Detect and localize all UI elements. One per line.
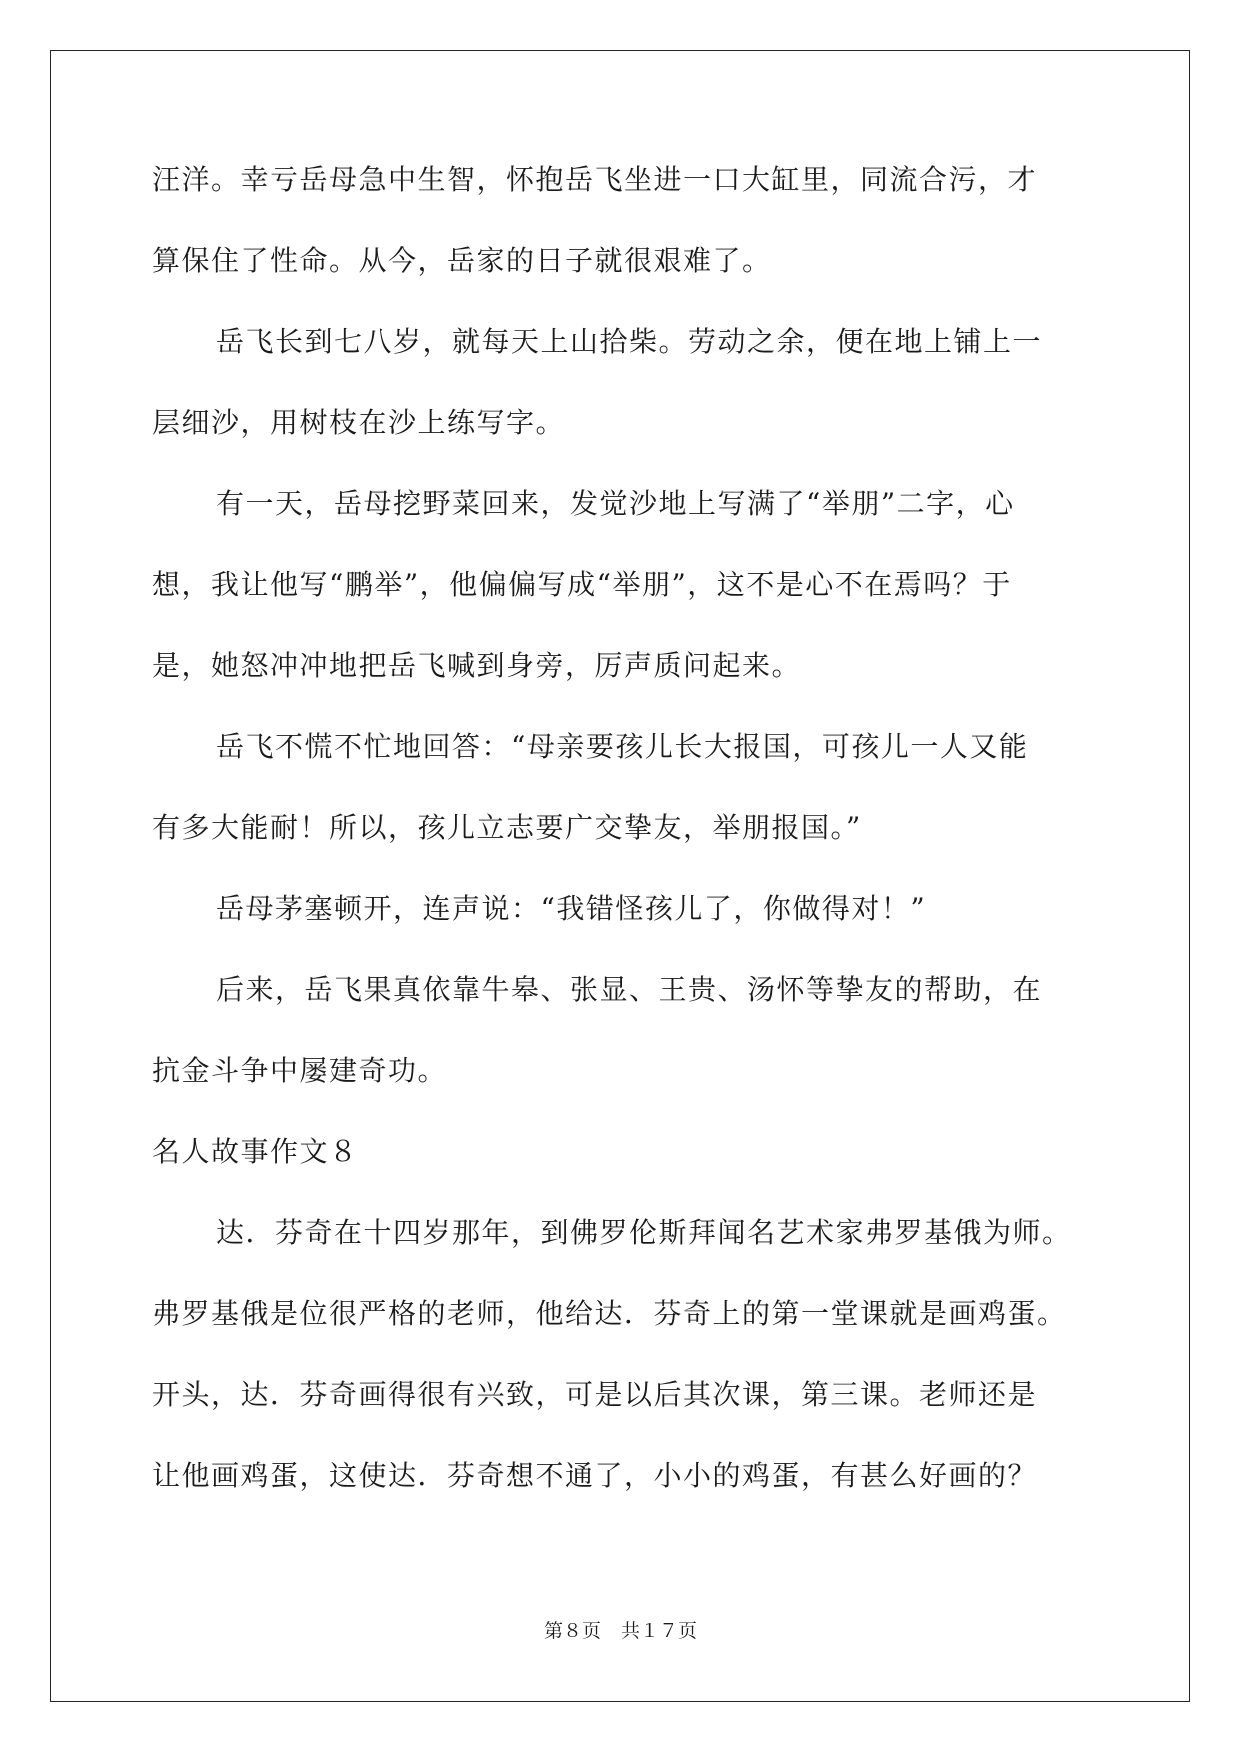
- paragraph-line: 岳飞长到七八岁，就每天上山拾柴。劳动之余，便在地上铺上一: [216, 325, 1043, 358]
- paragraph-line: 有多大能耐！所以，孩儿立志要广交挚友，举朋报国。”: [152, 811, 862, 844]
- paragraph-line: 汪洋。幸亏岳母急中生智，怀抱岳飞坐进一口大缸里，同流合污，才: [152, 163, 1038, 196]
- paragraph-line: 算保住了性命。从今，岳家的日子就很艰难了。: [152, 244, 772, 277]
- page-number: 第８页: [543, 1620, 601, 1642]
- paragraph-line: 岳母茅塞顿开，连声说：“我错怪孩儿了，你做得对！”: [216, 892, 927, 925]
- paragraph-line: 开头，达．芬奇画得很有兴致，可是以后其次课，第三课。老师还是: [152, 1378, 1038, 1411]
- paragraph-line: 是，她怒冲冲地把岳飞喊到身旁，厉声质问起来。: [152, 649, 802, 682]
- page-footer: [0, 1616, 1241, 1643]
- paragraph-line: 岳飞不慌不忙地回答：“母亲要孩儿长大报国，可孩儿一人又能: [216, 730, 1029, 763]
- paragraph-line: 达．芬奇在十四岁那年，到佛罗伦斯拜闻名艺术家弗罗基俄为师。: [216, 1216, 1072, 1249]
- paragraph-line: 层细沙，用树枝在沙上练写字。: [152, 406, 566, 439]
- paragraph-line: 弗罗基俄是位很严格的老师，他给达．芬奇上的第一堂课就是画鸡蛋。: [152, 1297, 1067, 1330]
- paragraph-line: 有一天，岳母挖野菜回来，发觉沙地上写满了“举朋”二字，心: [216, 487, 1015, 520]
- page-total: 共１７页: [621, 1620, 698, 1642]
- paragraph-line: 让他画鸡蛋，这使达．芬奇想不通了，小小的鸡蛋，有甚么好画的？: [152, 1459, 1038, 1492]
- document-body: [152, 160, 1092, 1537]
- paragraph-line: 想，我让他写“鹏举”，他偏偏写成“举朋”，这不是心不在焉吗？于: [152, 568, 1012, 601]
- paragraph-line: 后来，岳飞果真依靠牛皋、张显、王贵、汤怀等挚友的帮助，在: [216, 973, 1043, 1006]
- paragraph-line: 抗金斗争中屡建奇功。: [152, 1054, 448, 1087]
- section-heading: 名人故事作文８: [152, 1135, 359, 1168]
